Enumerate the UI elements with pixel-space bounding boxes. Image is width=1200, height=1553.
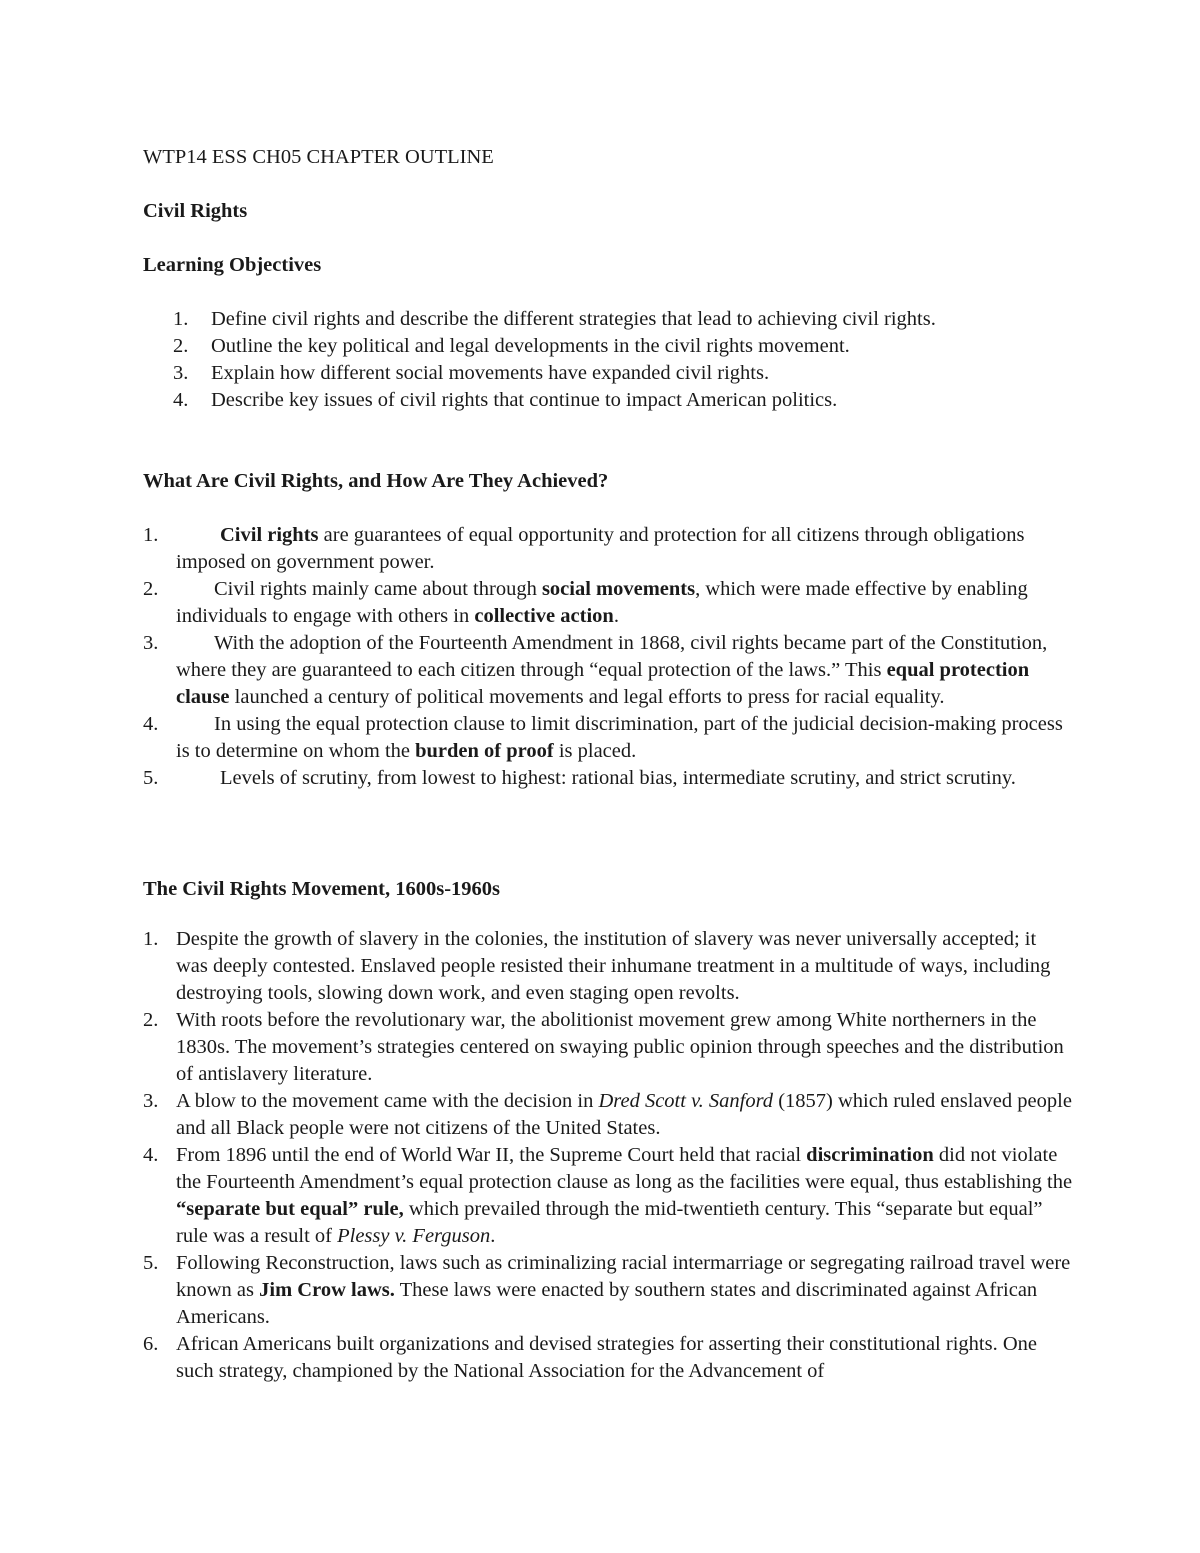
list-item: 1. Civil rights are guarantees of equal opportunity and protection for all citizens through obligations imposed on government power.: [143, 524, 1025, 573]
list-item: 2. Civil rights mainly came about through social movements, which were made effective by enabling individuals to engage with others in collective action.: [143, 578, 1028, 627]
learning-objectives-list: [143, 306, 1093, 414]
list-item: 1. Define civil rights and describe the different strategies that lead to achieving civil rights.: [173, 308, 936, 330]
list-item: 3. A blow to the movement came with the decision in Dred Scott v. Sanford (1857) which ruled enslaved people and all Black people were not citizens of the United States.: [143, 1090, 1072, 1139]
chapter-heading: Civil Rights: [143, 200, 248, 222]
learning-objectives-heading: Learning Objectives: [143, 254, 322, 276]
list-item: 5. Levels of scrutiny, from lowest to highest: rational bias, intermediate scrutiny, and strict scrutiny.: [143, 767, 1016, 789]
list-item: 4. In using the equal protection clause to limit discrimination, part of the judicial decision-making process is to determine on whom the burden of proof is placed.: [143, 713, 1063, 762]
section1-heading: What Are Civil Rights, and How Are They Achieved?: [143, 470, 609, 492]
list-item: 4. Describe key issues of civil rights that continue to impact American politics.: [173, 389, 838, 411]
list-item: 3. Explain how different social movements have expanded civil rights.: [173, 362, 770, 384]
list-item: 4. From 1896 until the end of World War II, the Supreme Court held that racial discrimination did not violate the Fourteenth Amendment’s equal protection clause as long as the facilities were equal, thus establishing the “separate but equal” rule, which prevailed through the mid-twentieth century. This “separate but equal” rule was a result of Plessy v. Ferguson.: [143, 1144, 1073, 1247]
section2-list: [143, 926, 1073, 1385]
section1-list: [143, 522, 1073, 792]
list-item: 3. With the adoption of the Fourteenth Amendment in 1868, civil rights became part of the Constitution, where they are guaranteed to each citizen through “equal protection of the laws.” This equal protection clause launched a century of political movements and legal efforts to press for racial equality.: [143, 632, 1048, 708]
document-title: WTP14 ESS CH05 CHAPTER OUTLINE: [143, 146, 494, 168]
list-item: 2. With roots before the revolutionary war, the abolitionist movement grew among White northerners in the 1830s. The movement’s strategies centered on swaying public opinion through speeches and the distribution of antislavery literature.: [143, 1009, 1064, 1085]
section2-heading: The Civil Rights Movement, 1600s-1960s: [143, 878, 501, 900]
list-item: 2. Outline the key political and legal developments in the civil rights movement.: [173, 335, 850, 357]
list-item: 5. Following Reconstruction, laws such as criminalizing racial intermarriage or segregating railroad travel were known as Jim Crow laws. These laws were enacted by southern states and discriminated against African Americans.: [143, 1252, 1071, 1328]
list-item: 6. African Americans built organizations and devised strategies for asserting their constitutional rights. One such strategy, championed by the National Association for the Advancement of: [143, 1333, 1037, 1382]
list-item: 1. Despite the growth of slavery in the colonies, the institution of slavery was never universally accepted; it was deeply contested. Enslaved people resisted their inhumane treatment in a multitude of ways, including destroying tools, slowing down work, and even staging open revolts.: [143, 928, 1051, 1004]
